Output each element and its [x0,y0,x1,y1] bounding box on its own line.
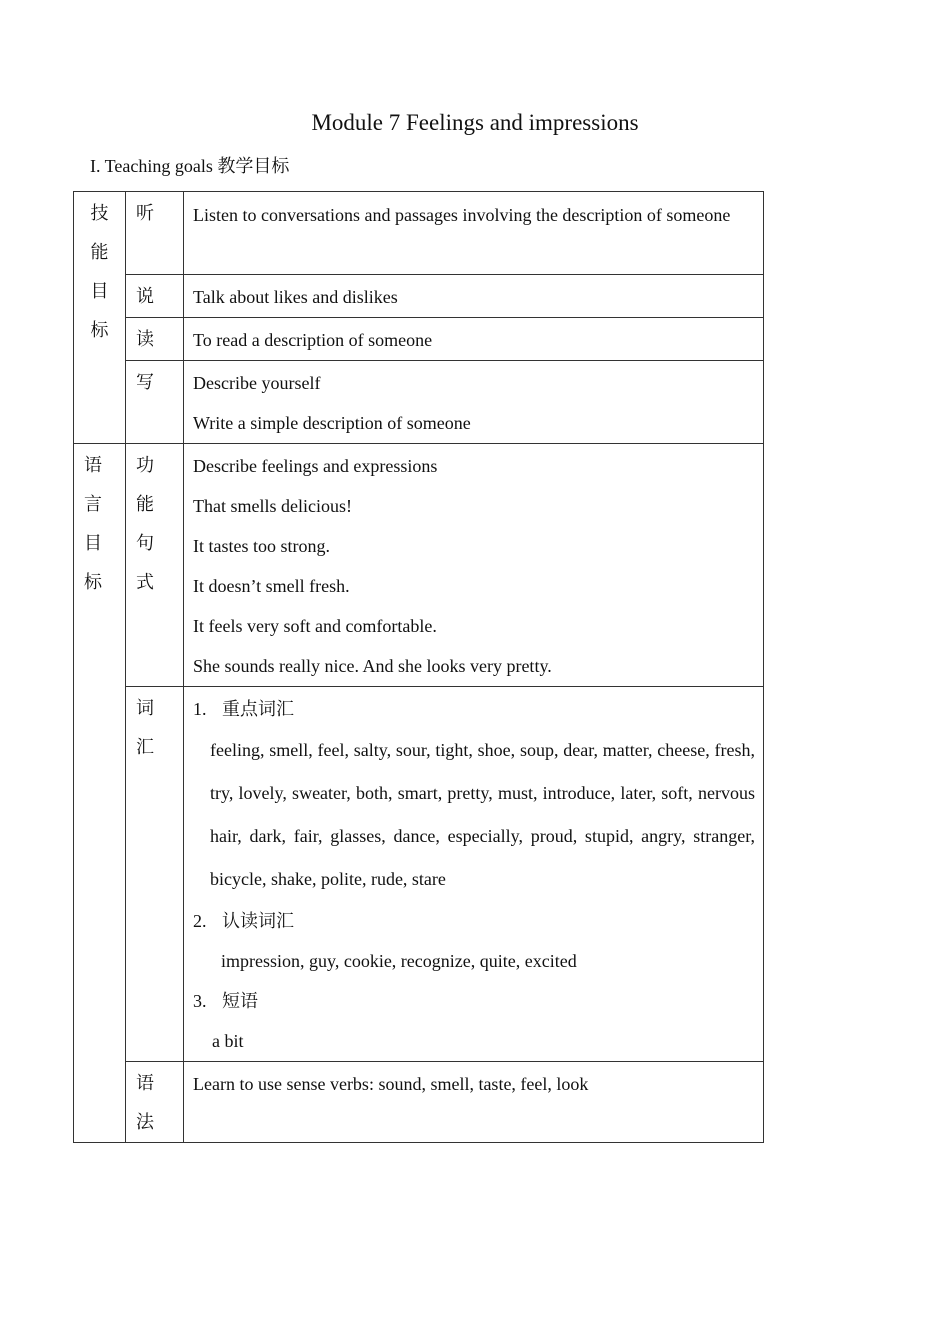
table-row [74,444,764,687]
label-listening [126,192,184,275]
table-row [74,1062,764,1143]
content-listening [184,192,764,275]
content-vocabulary [184,687,764,1062]
label-text: 词 [136,698,154,718]
content-line: Describe yourself [193,373,321,393]
page-title: Module 7 Feelings and impressions [311,110,639,135]
category-char: 语 [84,455,102,475]
teaching-goals-table [73,191,764,1143]
content-line: It doesn’t smell fresh. [193,576,350,596]
label-text: 句 [136,533,154,553]
content-speaking [184,275,764,318]
content-line: It feels very soft and comfortable. [193,616,437,636]
label-text: 语 [136,1073,154,1093]
content-grammar [184,1062,764,1143]
vocab-recognition-words: impression, guy, cookie, recognize, quite, excited [221,951,577,971]
label-grammar [126,1062,184,1143]
label-text: 读 [136,329,154,349]
content-line: To read a description of someone [193,330,433,350]
label-text: 说 [136,286,154,306]
label-function [126,444,184,687]
label-reading [126,318,184,361]
category-char: 标 [84,572,102,592]
label-speaking [126,275,184,318]
vocab-heading: 2. 认读词汇 [193,911,294,931]
content-line: Learn to use sense verbs: sound, smell, taste, feel, look [193,1074,589,1094]
label-text: 听 [136,203,154,223]
vocab-heading: 1. 重点词汇 [193,699,294,719]
table-row [74,275,764,318]
content-line: Talk about likes and dislikes [193,287,398,307]
table-row [74,361,764,444]
label-text: 写 [136,372,154,392]
content-line: Listen to conversations and passages involving the description of someone [193,205,731,225]
content-line: She sounds really nice. And she looks very pretty. [193,656,552,676]
vocab-heading: 3. 短语 [193,991,258,1011]
content-writing [184,361,764,444]
label-text: 汇 [136,737,154,757]
content-line: That smells delicious! [193,496,352,516]
category-skills [74,192,126,444]
vocab-phrases: a bit [212,1031,244,1051]
table-row [74,687,764,1062]
label-text: 功 [136,455,154,475]
content-reading [184,318,764,361]
content-function [184,444,764,687]
category-language [74,444,126,1143]
table-row [74,192,764,275]
vocab-key-words: feeling, smell, feel, salty, sour, tight, shoe, soup, dear, matter, cheese, fresh, try, lovely, sweater, both, smart, pretty, must, introduce, later, soft, nervous hair, dark, fair, glasses, dance, especially, proud, stupid, angry, stranger, bicycle, shake, polite, rude, stare [210,740,755,889]
content-line: Write a simple description of someone [193,413,471,433]
category-char: 言 [84,494,102,514]
category-char: 目 [90,281,109,301]
table-row [74,318,764,361]
label-vocabulary [126,687,184,1062]
content-line: It tastes too strong. [193,536,330,556]
section-heading: I. Teaching goals 教学目标 [90,156,290,176]
content-line: Describe feelings and expressions [193,456,438,476]
label-text: 式 [136,572,154,592]
category-char: 目 [84,533,102,553]
label-text: 能 [136,494,154,514]
category-char: 标 [90,320,109,340]
label-writing [126,361,184,444]
category-char: 能 [90,242,109,262]
category-char: 技 [90,203,109,223]
label-text: 法 [136,1112,154,1132]
